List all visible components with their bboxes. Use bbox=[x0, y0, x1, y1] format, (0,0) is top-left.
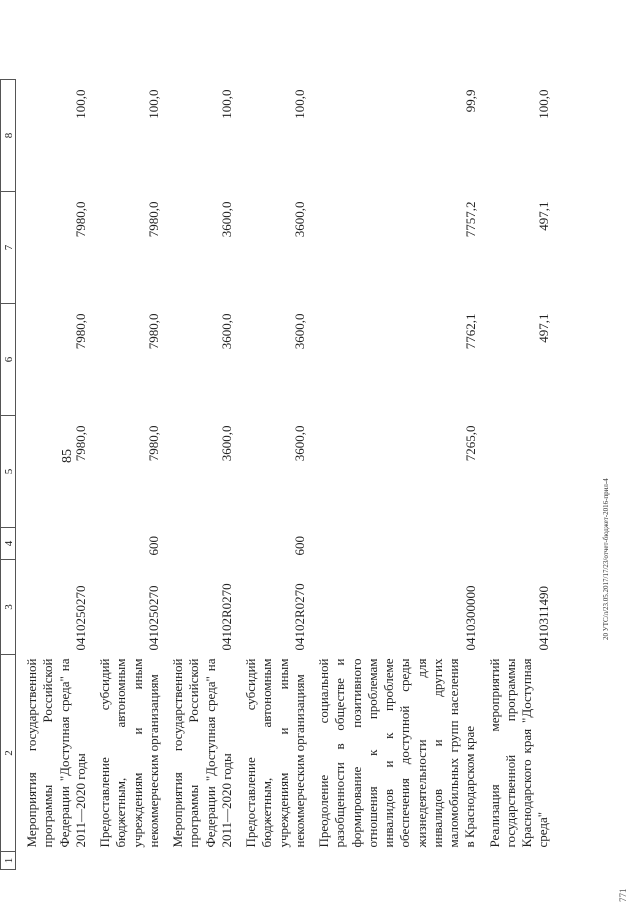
value-cell-8: 100,0 bbox=[219, 89, 234, 119]
row-number-cell bbox=[16, 852, 90, 870]
column-header: 1 bbox=[1, 852, 16, 870]
value-cell-7: 3600,0 bbox=[292, 201, 307, 238]
value-cell-7: 7980,0 bbox=[73, 201, 88, 238]
value-cell-6: 3600,0 bbox=[292, 313, 307, 350]
value-cell-7: 7980,0 bbox=[146, 201, 161, 238]
expense-type-cell bbox=[479, 528, 552, 560]
column-header: 4 bbox=[1, 528, 16, 560]
page-number: 85 bbox=[60, 449, 75, 463]
target-code-cell: 0410250270 bbox=[146, 585, 161, 651]
value-cell-5 bbox=[479, 416, 552, 528]
value-cell-6: 497,1 bbox=[535, 313, 551, 343]
value-cell-8: 100,0 bbox=[146, 89, 161, 119]
table-row bbox=[479, 80, 552, 870]
value-cell-7: 3600,0 bbox=[219, 201, 234, 238]
value-cell-7: 7757,2 bbox=[462, 201, 478, 238]
item-name-cell: Предоставление субсидий бюджетным, автономным учреждениям и иным некоммерческим организациям bbox=[243, 658, 307, 848]
target-code-cell: 0410250270 bbox=[73, 585, 88, 651]
column-header: 2 bbox=[1, 655, 16, 852]
row-number-cell bbox=[89, 852, 162, 870]
value-cell-5: 7980,0 bbox=[146, 425, 161, 462]
value-cell-5: 3600,0 bbox=[292, 425, 307, 462]
corner-mark: 771 bbox=[618, 888, 628, 902]
table-row bbox=[89, 80, 162, 870]
value-cell-8: 100,0 bbox=[292, 89, 307, 119]
target-code-cell: 04102R0270 bbox=[292, 583, 307, 651]
expense-type-cell bbox=[162, 528, 235, 560]
row-number-cell bbox=[162, 852, 235, 870]
item-name-cell: Реализация мероприятий государственной программы Краснодарского края "Доступная среда" bbox=[486, 658, 551, 848]
row-number-cell bbox=[479, 852, 552, 870]
expense-type-cell bbox=[16, 528, 90, 560]
row-number-cell bbox=[235, 852, 308, 870]
value-cell-8: 100,0 bbox=[73, 89, 88, 119]
table-row bbox=[235, 80, 308, 870]
row-number-cell bbox=[308, 852, 479, 870]
column-header: 6 bbox=[1, 304, 16, 416]
column-header: 8 bbox=[1, 80, 16, 192]
column-header: 5 bbox=[1, 416, 16, 528]
rotated-table-container bbox=[0, 80, 551, 870]
expense-type-cell bbox=[308, 528, 479, 560]
target-code-cell: 0410311490 bbox=[535, 585, 551, 651]
value-cell-6: 7980,0 bbox=[146, 313, 161, 350]
item-name-cell: Предоставление субсидий бюджетным, автономным учреждениям и иным некоммерческим организациям bbox=[97, 658, 161, 848]
item-name-cell: Преодоление социальной разобщенности в обществе и формирование позитивного отношения к проблемам инвалидов и к проблеме обеспечения доступной среды жизнедеятельности для инвалидов и других маломобильных групп населения в Краснодарском крае bbox=[316, 658, 478, 848]
expense-type-cell: 600 bbox=[292, 536, 307, 556]
table-row bbox=[16, 80, 90, 870]
footer-note: 20 УТС/л/23.05.2017/17/23/отчет-бюджет-2016-прил-4 bbox=[602, 478, 610, 640]
budget-table bbox=[0, 79, 552, 870]
expense-type-cell: 600 bbox=[146, 536, 161, 556]
value-cell-6: 7980,0 bbox=[73, 313, 88, 350]
target-code-cell: 0410300000 bbox=[462, 585, 478, 651]
value-cell-5: 7980,0 bbox=[73, 425, 88, 462]
value-cell-5: 3600,0 bbox=[219, 425, 234, 462]
target-code-cell: 04102R0270 bbox=[219, 583, 234, 651]
value-cell-8: 99,9 bbox=[462, 89, 478, 113]
item-name-cell: Мероприятия государственной программы Российской Федерации "Доступная среда" на 2011—2020 годы bbox=[24, 658, 88, 848]
value-cell-7: 497,1 bbox=[535, 201, 551, 231]
table-row bbox=[162, 80, 235, 870]
table-row bbox=[308, 80, 479, 870]
column-header: 7 bbox=[1, 192, 16, 304]
item-name-cell: Мероприятия государственной программы Российской Федерации "Доступная среда" на 2011—2020 годы bbox=[170, 658, 234, 848]
value-cell-8: 100,0 bbox=[535, 89, 551, 119]
column-header: 3 bbox=[1, 560, 16, 655]
table-header-row bbox=[1, 80, 16, 870]
value-cell-6: 3600,0 bbox=[219, 313, 234, 350]
value-cell-5: 7265,0 bbox=[462, 425, 478, 462]
value-cell-6: 7762,1 bbox=[462, 313, 478, 350]
